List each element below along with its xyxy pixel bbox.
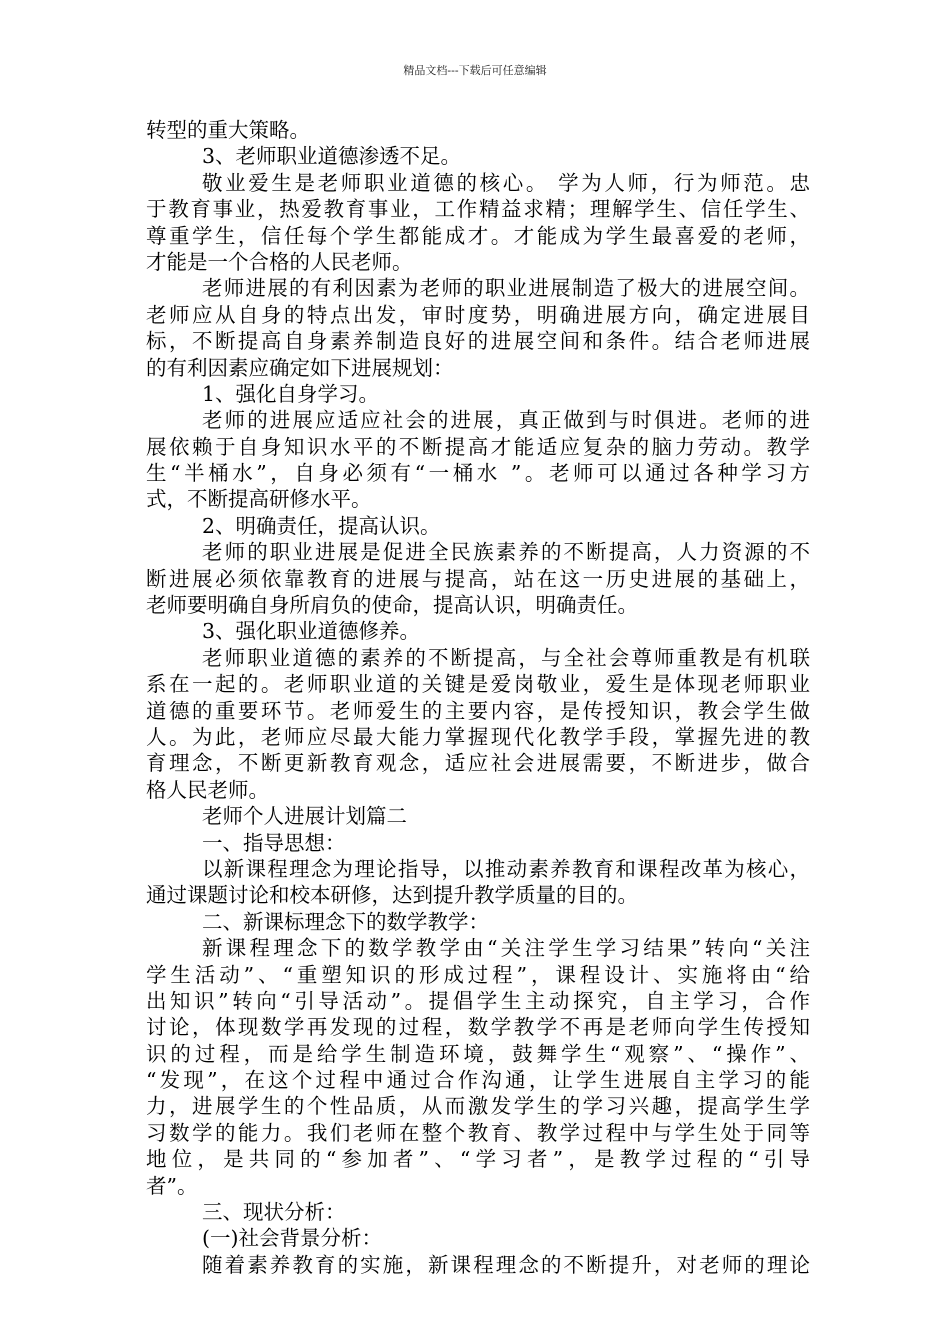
text-line: 以新课程理念为理论指导，以推动素养教育和课程改革为核心，	[202, 856, 810, 881]
text-line: 老师应从自身的特点出发，审时度势，明确进展方向，确定进展目	[146, 302, 810, 327]
text-line: 3、老师职业道德渗透不足。	[202, 144, 462, 169]
text-line: 敬业爱生是老师职业道德的核心。 学为人师，行为师范。忠	[202, 170, 810, 195]
text-line: 三、现状分析：	[202, 1200, 346, 1225]
text-line: 出知识”转向“引导活动”。提倡学生主动探究，自主学习，合作	[146, 988, 810, 1013]
text-line: 通过课题讨论和校本研修，达到提升教学质量的目的。	[146, 883, 638, 908]
text-line: 讨论，体现数学再发现的过程，数学教学不再是老师向学生传授知	[146, 1015, 810, 1040]
text-line: 转型的重大策略。	[146, 118, 310, 142]
text-line: 系在一起的。老师职业道的关键是爱岗敬业，爱生是体现老师职业	[146, 672, 810, 697]
text-line: 标，不断提高自身素养制造良好的进展空间和条件。结合老师进展	[146, 329, 810, 354]
text-line: 2、明确责任，提高认识。	[202, 513, 441, 538]
text-line: 断进展必须依靠教育的进展与提高，站在这一历史进展的基础上，	[146, 566, 810, 591]
text-line: 人。为此，老师应尽最大能力掌握现代化教学手段，掌握先进的教	[146, 724, 810, 749]
text-line: 尊重学生，信任每个学生都能成才。才能成为学生最喜爱的老师，	[146, 223, 810, 248]
text-line: 者”。	[146, 1173, 198, 1198]
text-line: 新课程理念下的数学教学由“关注学生学习结果”转向“关注	[202, 936, 810, 961]
text-line: 老师的职业进展是促进全民族素养的不断提高，人力资源的不	[202, 540, 810, 565]
text-line: 学生活动”、“重塑知识的形成过程”，课程设计、实施将由“给	[146, 962, 810, 987]
text-line: 育理念，不断更新教育观念，适应社会进展需要，不断进步，做合	[146, 751, 810, 776]
text-line: 才能是一个合格的人民老师。	[146, 249, 413, 274]
text-line: 识的过程，而是给学生制造环境，鼓舞学生“观察”、“操作”、	[146, 1041, 810, 1066]
text-line: 3、强化职业道德修养。	[202, 619, 421, 644]
text-lines	[146, 117, 810, 1278]
text-line: 1、强化自身学习。	[202, 381, 380, 406]
text-line: 老师个人进展计划篇二	[202, 804, 407, 829]
page-header: 精品文档---下载后可任意编辑	[403, 64, 547, 77]
text-line: 随着素养教育的实施，新课程理念的不断提升，对老师的理论	[202, 1252, 810, 1277]
text-line: (一)社会背景分析：	[202, 1226, 382, 1251]
text-line: 老师的进展应适应社会的进展，真正做到与时俱进。老师的进	[202, 408, 810, 433]
text-line: 式，不断提高研修水平。	[146, 487, 372, 512]
text-line: 道德的重要环节。老师爱生的主要内容，是传授知识，教会学生做	[146, 698, 810, 723]
text-line: 老师进展的有利因素为老师的职业进展制造了极大的进展空间。	[202, 276, 810, 301]
document-body	[146, 117, 810, 1278]
text-line: 二、新课标理念下的数学教学：	[202, 909, 489, 934]
text-line: 老师要明确自身所肩负的使命，提高认识，明确责任。	[146, 593, 638, 618]
text-line: 力，进展学生的个性品质，从而激发学生的学习兴趣，提高学生学	[146, 1094, 810, 1119]
text-line: 习数学的能力。我们老师在整个教育、教学过程中与学生处于同等	[146, 1120, 810, 1145]
text-line: 的有利因素应确定如下进展规划：	[146, 355, 454, 380]
text-line: 老师职业道德的素养的不断提高，与全社会尊师重教是有机联	[202, 645, 810, 670]
text-line: 展依赖于自身知识水平的不断提高才能适应复杂的脑力劳动。教学	[146, 434, 810, 459]
text-line: 生“半桶水”，自身必须有“一桶水 ”。老师可以通过各种学习方	[146, 461, 810, 486]
text-line: 格人民老师。	[146, 777, 269, 802]
text-line: “发现”，在这个过程中通过合作沟通，让学生进展自主学习的能	[146, 1068, 810, 1093]
text-line: 一、指导思想：	[202, 830, 346, 855]
text-line: 于教育事业，热爱教育事业，工作精益求精；理解学生、信任学生、	[146, 197, 810, 222]
text-line: 地位，是共同的“参加者”、“学习者”，是教学过程的“引导	[146, 1147, 810, 1172]
